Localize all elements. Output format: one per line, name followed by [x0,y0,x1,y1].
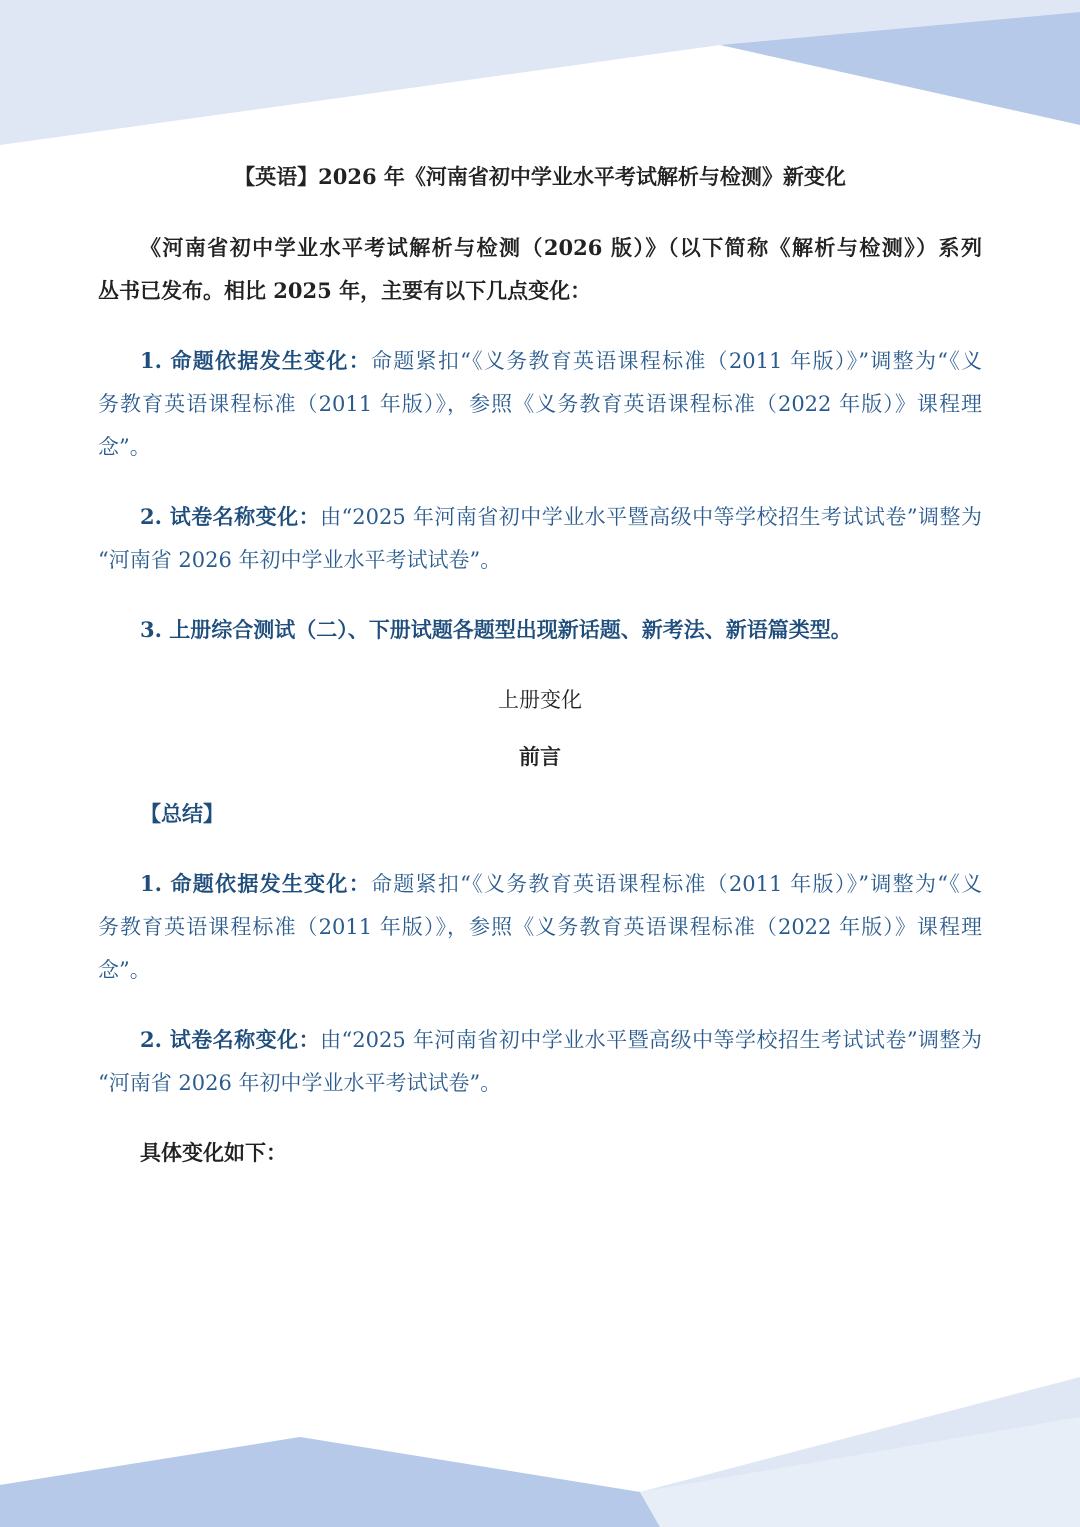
item2-line-1 [98,503,982,531]
closing-text: 具体变化如下： [140,1140,287,1165]
item3-line: 3. 上册综合测试（二）、下册试题各题型出现新话题、新考法、新语篇类型。 [140,617,852,642]
item1-line-2: 务教育英语课程标准（2011 年版）》，参照《义务教育英语课程标准（2022 年版）》课程理 [98,392,982,416]
summary-item1-label: 1. 命题依据发生变化 [140,871,349,896]
item1-label: 1. 命题依据发生变化 [140,348,349,373]
summary-item2-text: 由“2025 年河南省初中学业水平暨高级中等学校招生考试试卷”调整为 [320,1028,983,1052]
item2-colon: ： [298,504,321,529]
summary-item1-colon: ： [348,871,371,896]
summary-item1-line-3: 念”。 [98,958,151,982]
summary-item2-label: 2. 试卷名称变化 [140,1027,299,1052]
summary-item1-line-2: 务教育英语课程标准（2011 年版）》，参照《义务教育英语课程标准（2022 年版）》课程理 [98,915,982,939]
item1-colon: ： [348,348,371,373]
summary-item1-text: 命题紧扣“《义务教育英语课程标准（2011 年版）》”调整为“《义 [371,872,983,896]
item1-line-3: 念”。 [98,435,151,459]
summary-label: 【总结】 [140,801,224,826]
item2-text: 由“2025 年河南省初中学业水平暨高级中等学校招生考试试卷”调整为 [320,505,983,529]
summary-item2-line-1 [98,1026,982,1054]
item1-text: 命题紧扣“《义务教育英语课程标准（2011 年版）》”调整为“《义 [371,349,983,373]
summary-item2-colon: ： [298,1027,321,1052]
item2-line-2: “河南省 2026 年初中学业水平考试试卷”。 [98,548,502,572]
document-title: 【英语】2026 年《河南省初中学业水平考试解析与检测》新变化 [234,164,846,189]
section-subheading: 前言 [519,744,561,769]
summary-item2-line-2: “河南省 2026 年初中学业水平考试试卷”。 [98,1071,502,1095]
intro-line-2: 丛书已发布。相比 2025 年，主要有以下几点变化： [98,278,592,303]
item1-line-1 [98,347,982,375]
item2-label: 2. 试卷名称变化 [140,504,299,529]
section-heading: 上册变化 [498,688,582,712]
intro-line-1: 《河南省初中学业水平考试解析与检测（2026 版）》（以下简称《解析与检测》）系列 [140,235,982,260]
summary-item1-line-1 [98,870,982,898]
